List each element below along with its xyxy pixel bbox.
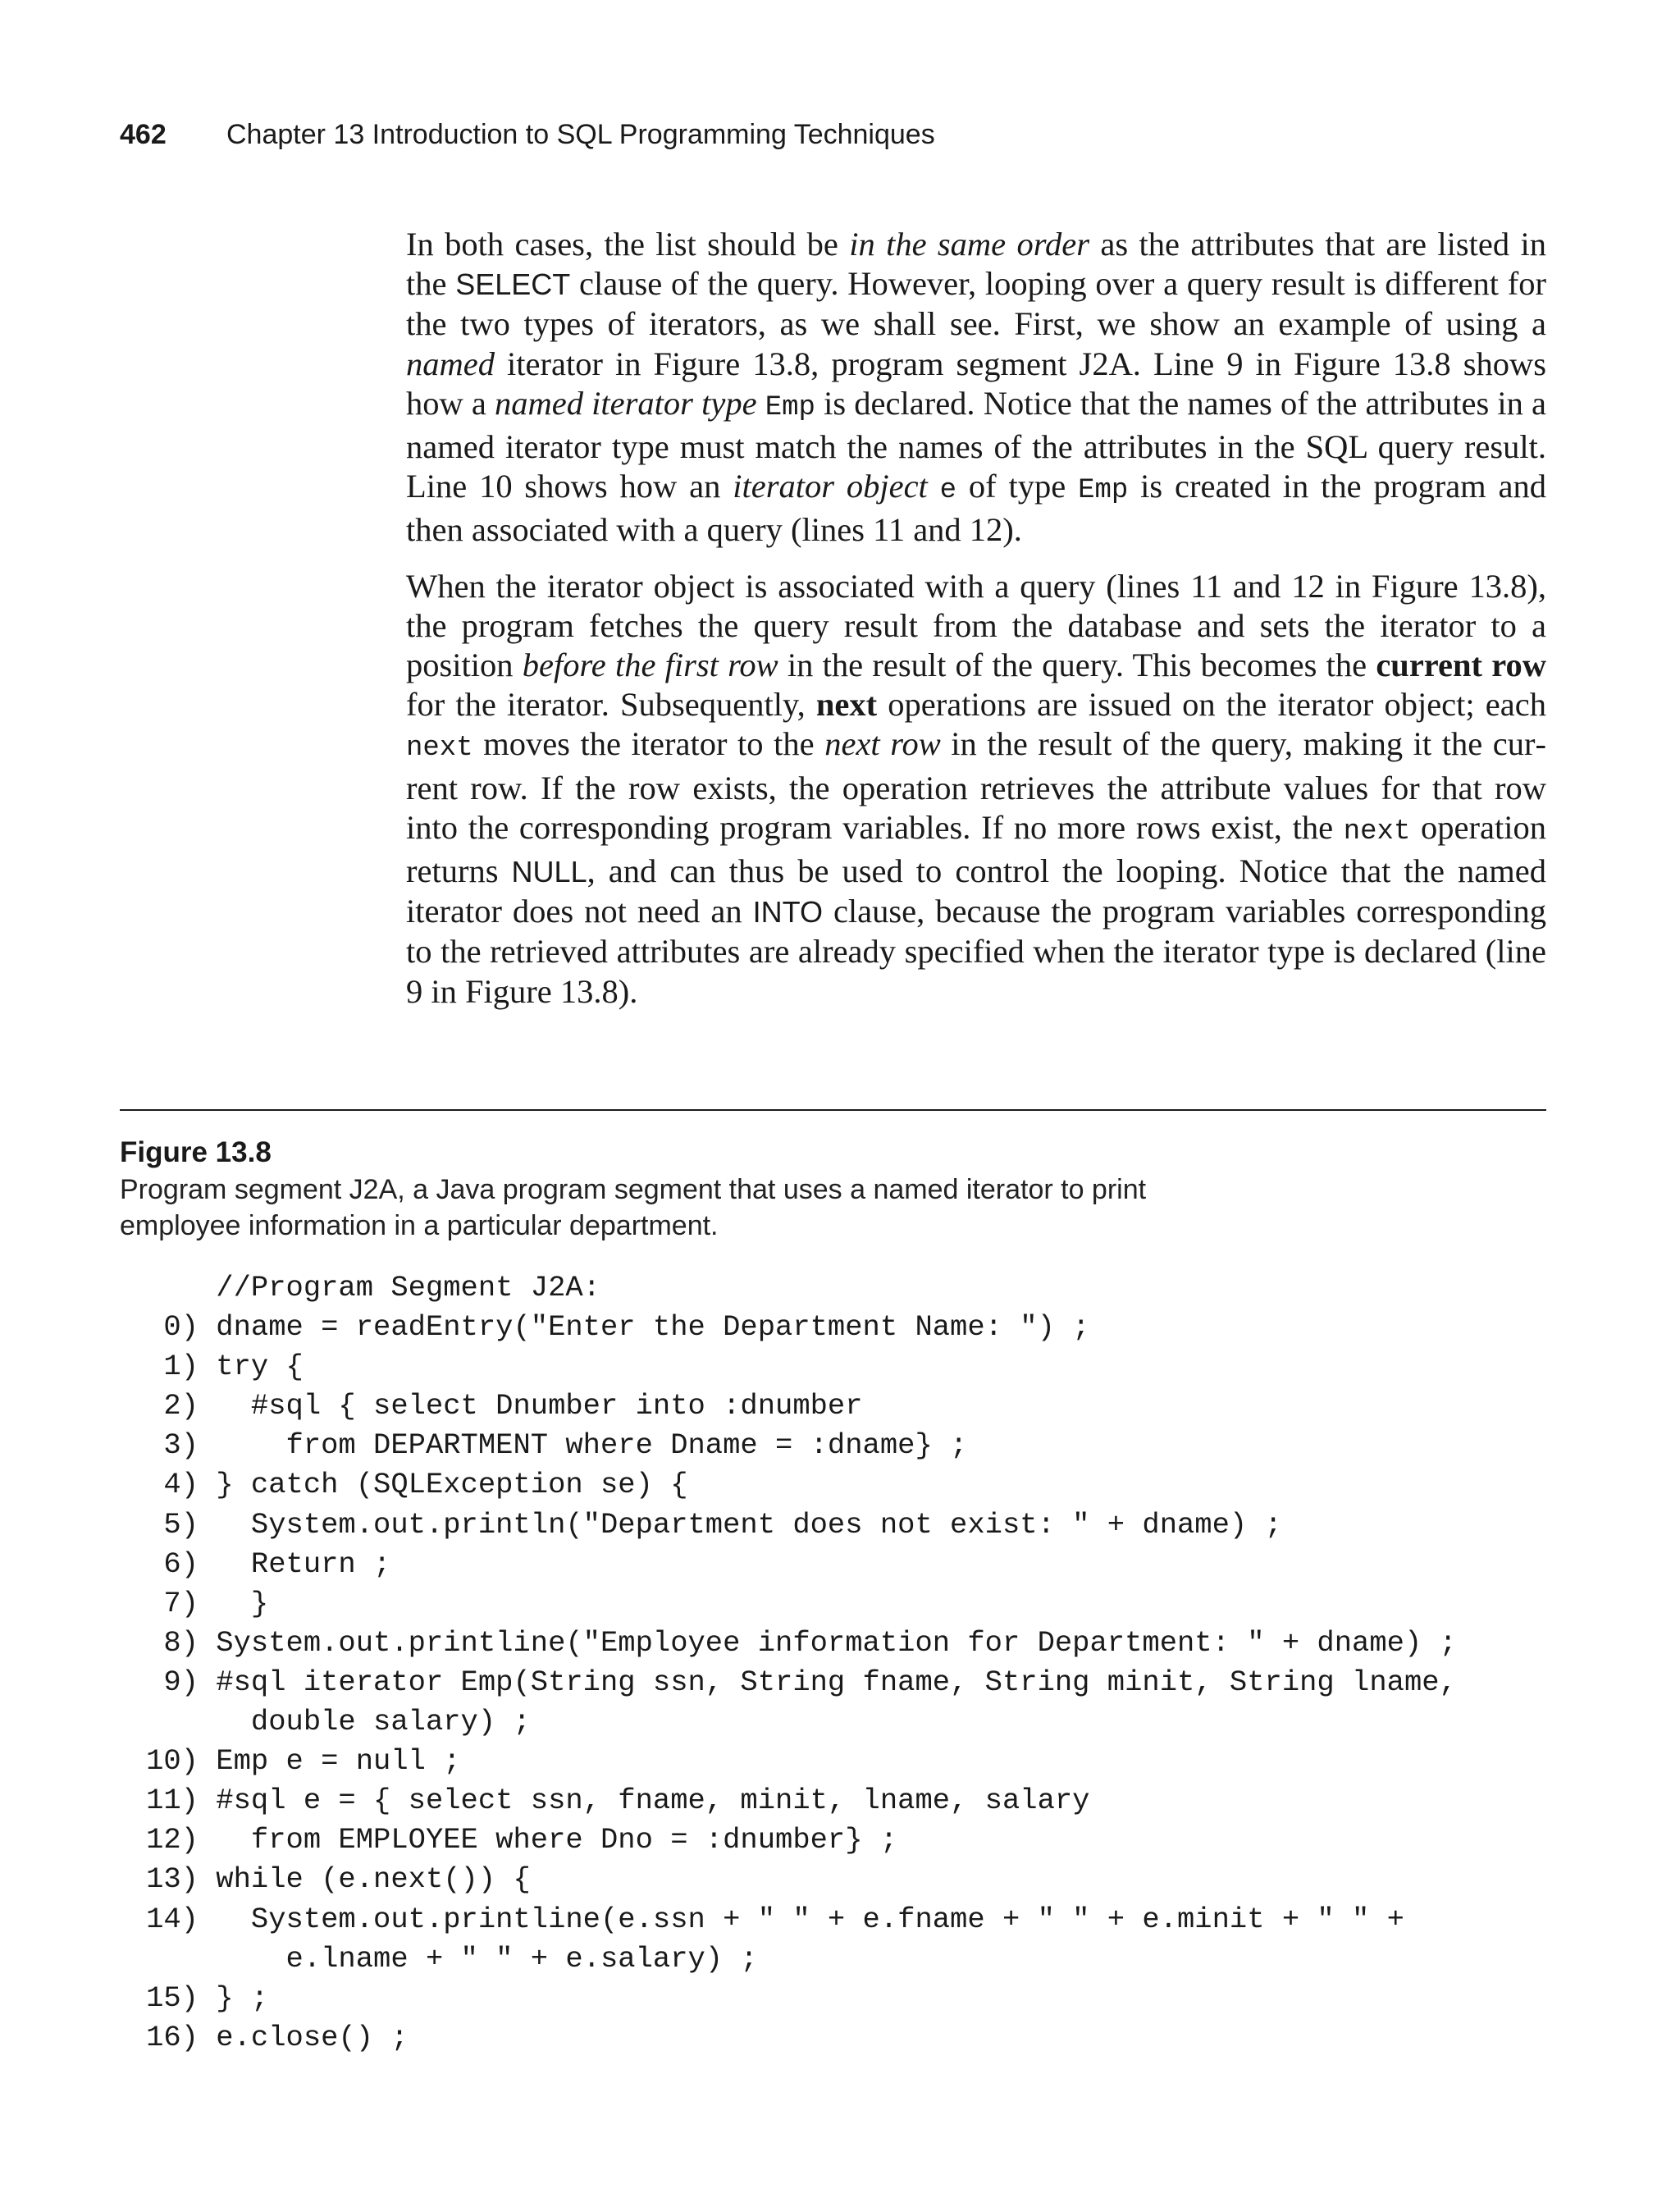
code-line xyxy=(120,1821,1457,1860)
text-run: next xyxy=(1343,815,1411,847)
code-line xyxy=(120,1702,1457,1742)
line-number: 9) xyxy=(163,1665,199,1699)
text-run: In both cases, the list should be xyxy=(406,226,850,263)
line-number: 11) xyxy=(146,1784,199,1818)
line-number: 15) xyxy=(146,1980,199,2015)
line-number: 8) xyxy=(163,1625,199,1660)
code-line xyxy=(120,1663,1457,1702)
line-number: 4) xyxy=(163,1468,199,1502)
code-text: } xyxy=(199,1586,269,1620)
code-text: //Program Segment J2A: xyxy=(199,1271,600,1304)
paragraph-2 xyxy=(406,567,1546,1012)
text-run: NULL xyxy=(511,855,587,889)
code-text: try { xyxy=(199,1350,304,1384)
code-line xyxy=(120,1308,1457,1347)
text-run: next xyxy=(406,733,473,765)
paragraph-1 xyxy=(406,225,1546,550)
text-run: INTO xyxy=(752,895,823,930)
code-text: dname = readEntry("Enter the Department Name: ") ; xyxy=(199,1310,1090,1345)
code-line xyxy=(120,1939,1457,1979)
text-run: is declared. Notice that the names of the attributes in a named iterator type must match the names of the attributes in the SQL query result. Line 10 shows how an xyxy=(406,384,1547,505)
code-line xyxy=(120,1781,1457,1821)
page-number: 462 xyxy=(120,119,167,150)
code-line xyxy=(120,1545,1457,1584)
line-number: 7) xyxy=(163,1586,199,1620)
text-run: iterator in Figure 13.8, program segment J2A. Line 9 in Figure 13.8 shows how a xyxy=(406,345,1546,422)
text-run: of type xyxy=(956,468,1079,505)
body-text xyxy=(406,225,1546,1028)
text-run: as the attributes that are listed in the xyxy=(406,226,1546,303)
text-run: , and can thus be used to control the looping. Notice that the named iterator does not need an xyxy=(406,852,1546,930)
text-run: operations are issued on the iterator object; each xyxy=(877,686,1546,724)
code-line xyxy=(120,1268,1457,1308)
text-run: e xyxy=(939,475,957,507)
code-line xyxy=(120,1979,1457,2018)
text-run: named xyxy=(406,345,495,382)
code-text: #sql { select Dnumber into :dnumber xyxy=(199,1389,863,1423)
text-run: next row xyxy=(824,725,941,763)
code-listing xyxy=(120,1268,1457,2058)
code-text: #sql iterator Emp(String ssn, String fname, String minit, String lname, xyxy=(199,1665,1457,1699)
text-run: SELECT xyxy=(455,267,571,302)
line-number: 6) xyxy=(163,1546,199,1581)
line-number: 2) xyxy=(163,1389,199,1423)
code-text: System.out.printline("Employee information for Department: " + dname) ; xyxy=(199,1625,1457,1660)
text-run: current row xyxy=(1376,646,1546,684)
line-number: 3) xyxy=(163,1428,199,1463)
code-line xyxy=(120,1426,1457,1465)
code-text: } ; xyxy=(199,1980,269,2015)
line-number: 1) xyxy=(163,1350,199,1384)
code-text: #sql e = { select ssn, fname, minit, lname, salary xyxy=(199,1784,1090,1818)
text-run: Emp xyxy=(765,391,815,423)
text-run: clause, because the program variables corresponding to the retrieved attributes are already specified when the iterator type is declared (line 9 in Figure 13.8). xyxy=(406,893,1546,1010)
code-text: e.lname + " " + e.salary) ; xyxy=(199,1941,758,1976)
text-run: in the result of the query. This becomes the xyxy=(778,646,1376,684)
code-line xyxy=(120,1505,1457,1545)
code-text: Emp e = null ; xyxy=(199,1744,461,1779)
code-text: while (e.next()) { xyxy=(199,1862,531,1897)
code-text: } catch (SQLException se) { xyxy=(199,1468,688,1502)
figure-caption: Program segment J2A, a Java program segment that uses a named iterator to print employee information in a particular department. xyxy=(120,1174,1147,1241)
line-number: 13) xyxy=(146,1862,199,1897)
line-number: 16) xyxy=(146,2020,199,2054)
text-run: clause of the query. However, looping over a query result is different for the two types of iterators, as we shall see. First, we show an example of using a xyxy=(406,265,1547,343)
figure-label: Figure 13.8 xyxy=(120,1136,272,1168)
code-line xyxy=(120,1347,1457,1387)
code-text: double salary) ; xyxy=(199,1705,531,1739)
text-run: Emp xyxy=(1078,475,1129,507)
text-run: iterator object xyxy=(733,468,928,505)
line-number: 0) xyxy=(163,1310,199,1345)
text-run: in the result of the query, making it the current row. If the row exists, the operation retrieves the attribute values for that row into the corresponding program variables. If no more rows exist, the xyxy=(406,725,1546,846)
text-run: moves the iterator to the xyxy=(472,725,825,763)
text-run: in the same order xyxy=(849,226,1090,263)
text-run: When the iterator object is associated with a query (lines 11 and 12 in Figure 13.8), the program fetches the query result from the database and sets the iterator to a position xyxy=(406,567,1546,684)
text-run xyxy=(928,468,940,505)
code-line xyxy=(120,1860,1457,1899)
text-run: next xyxy=(815,686,878,724)
code-text: e.close() ; xyxy=(199,2020,409,2054)
code-line xyxy=(120,1387,1457,1426)
line-number: 12) xyxy=(146,1823,199,1857)
text-run xyxy=(757,385,765,422)
code-line xyxy=(120,1624,1457,1663)
code-text: System.out.println("Department does not exist: " + dname) ; xyxy=(199,1507,1282,1542)
text-run: operation returns xyxy=(406,808,1546,890)
text-run: before the first row xyxy=(522,646,778,684)
text-run: named iterator type xyxy=(495,384,757,422)
chapter-title: Chapter 13 Introduction to SQL Programming Techniques xyxy=(226,119,935,150)
line-number: 5) xyxy=(163,1507,199,1542)
code-line xyxy=(120,1900,1457,1939)
code-line xyxy=(120,2018,1457,2058)
code-text: from DEPARTMENT where Dname = :dname} ; xyxy=(199,1428,968,1463)
text-run: is created in the program and then associated with a query (lines 11 and 12). xyxy=(406,468,1547,549)
line-number: 14) xyxy=(146,1902,199,1936)
code-text: from EMPLOYEE where Dno = :dnumber} ; xyxy=(199,1823,898,1857)
figure-divider xyxy=(120,1109,1546,1111)
code-text: Return ; xyxy=(199,1546,391,1581)
text-run: for the iterator. Subsequently, xyxy=(406,686,816,724)
code-line xyxy=(120,1584,1457,1624)
page-header xyxy=(120,115,935,154)
code-line xyxy=(120,1465,1457,1505)
code-text: System.out.printline(e.ssn + " " + e.fname + " " + e.minit + " " + xyxy=(199,1902,1404,1936)
code-line xyxy=(120,1742,1457,1781)
line-number: 10) xyxy=(146,1744,199,1779)
